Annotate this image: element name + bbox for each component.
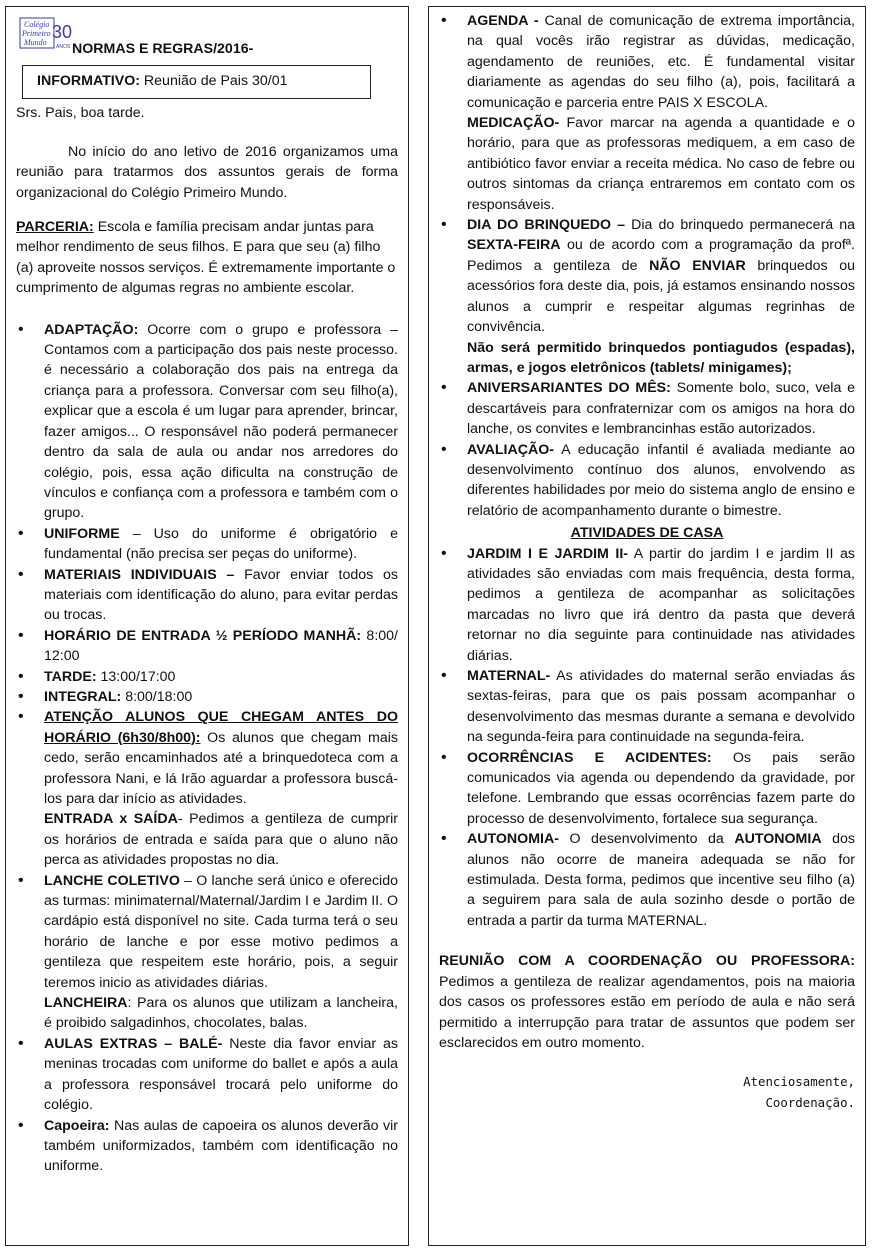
item-text: 8:00/18:00 <box>121 688 193 705</box>
lanche-text: – O lanche será único e oferecido as turmas: minimaternal/Maternal/Jardim I e Jardim II. O cardápio está disponível no site. Cada turma terá o seu horário de lanche e por esse motivo pedimos a gentileza que respeitem este horário, pois, a seguir teremos inicio as atividades diárias. <box>44 872 399 991</box>
item-text: Ocorre com o grupo e professora – Contamos com a participação dos pais neste processo. é necessário a colaboração dos pais na entrega da criança para a professora. Conversar com seu filho(a), explicar que a escola é um lugar para aprender, brincar, fazer amigos... O responsável não poderá permanecer dentro da sala de aula ou andar nos arredores do colégio, pois, essa ação dificulta na construção de vínculos e confiança com a professora e também com o grupo. <box>44 321 398 522</box>
section-heading: ATIVIDADES DE CASA <box>570 525 724 542</box>
list-item <box>16 320 398 524</box>
lanche-label: LANCHE COLETIVO <box>44 872 180 889</box>
info-text: Reunião de Pais 30/01 <box>139 73 288 90</box>
capoeira-text: Nas aulas de capoeira os alunos deverão vir também uniformizados, também com identificação no uniforme. <box>44 1117 398 1175</box>
auto-text: O desenvolvimento da <box>558 831 735 848</box>
intro-paragraph: No início do ano letivo de 2016 organizamos uma reunião para tratarmos dos assuntos gerais de forma organizacional do Colégio Primeiro Mundo. <box>16 143 398 201</box>
bale-text: Neste dia favor enviar as meninas trocadas com uniforme do ballet e após a aula a professora responsável trocará pelo uniforme do colégio. <box>44 1035 398 1114</box>
page-title: NORMAS E REGRAS/2016- <box>72 41 254 57</box>
list-item <box>439 748 855 830</box>
list-item <box>439 215 855 337</box>
list-item <box>16 1034 398 1116</box>
brinquedo-text: brinquedos ou acessórios fora deste dia, pois, já estamos ensinando nossos alunos a cumprir e respeitar algumas regrinhas de convivência. <box>467 257 855 336</box>
list-item <box>16 667 398 687</box>
entrada-text: - Pedimos a gentileza de cumprir os horários de entrada e saída para que o aluno não perca as atividades propostas no dia. <box>44 811 399 869</box>
medicacao-label: MEDICAÇÃO- <box>467 115 560 132</box>
agenda-label: AGENDA - <box>467 13 539 29</box>
auto-bold: AUTONOMIA <box>734 831 822 848</box>
list-item <box>439 544 855 666</box>
rules-list <box>16 320 398 1177</box>
list-subitem <box>16 993 398 1034</box>
list-item <box>16 565 398 626</box>
reuniao-paragraph <box>439 951 855 1053</box>
sign-line-2: Coordenação. <box>765 1095 855 1111</box>
list-item <box>439 378 855 439</box>
item-label: UNIFORME <box>44 525 120 542</box>
right-column <box>428 6 866 1246</box>
list-item <box>439 11 855 113</box>
aval-text: A educação infantil é avaliada mediante ao desenvolvimento contínuo dos alunos, envolvendo as diferentes habilidades por meio do sistema anglo de ensino e relatório de acompanhamento durante o bimestre. <box>467 441 855 519</box>
maternal-label: MATERNAL- <box>467 668 551 684</box>
item-text: Favor enviar todos os materiais com identificação do aluno, para evitar perdas ou trocas. <box>44 566 398 624</box>
auto-label: AUTONOMIA- <box>467 831 559 848</box>
lancheira-text: : Para os alunos que utilizam a lancheira, é proibido salgadinhos, chocolates, balas. <box>44 995 398 1032</box>
aval-label: AVALIAÇÃO- <box>467 441 554 458</box>
svg-text:ANOS: ANOS <box>56 44 71 50</box>
brinquedo-text: ou de acordo com a programação da profª. Pedimos a gentileza de <box>467 237 855 274</box>
entrada-label: ENTRADA x SAÍDA <box>44 811 178 828</box>
aniv-text: Somente bolo, suco, vela e descartáveis para confraternizar com os amigos na hora do lanche, os convites e lembrancinhas estão autorizados. <box>467 380 855 438</box>
jardim-text: A partir do jardim I e jardim II as atividades são enviadas com mais frequência, desta forma, pedimos a gentileza de acompanhar as solicitações marcadas no livro que irá dentro da pasta que deverá retornar no dia seguinte para continuidade nas atividades diárias. <box>467 545 856 664</box>
auto-text: dos alunos não ocorre de maneira adequada se não for estimulada. Desta forma, pedimos que incentive seu filho (a) a seguirem para sala de aula sozinho desde o portão de entrada a partir da turma MATERNAL. <box>467 831 855 929</box>
list-subitem <box>439 113 855 215</box>
greeting: Srs. Pais, boa tarde. <box>16 105 145 122</box>
rules-list-right <box>439 11 855 521</box>
signature <box>439 1071 855 1113</box>
medicacao-text: Favor marcar na agenda a quantidade e o horário, para que as professoras mediquem, a em caso de antibiótico favor enviar a receita médica. No caso de febre ou outros sintomas da criança entraremos em contato com os responsáveis. <box>467 115 855 213</box>
parceria-paragraph <box>16 217 398 299</box>
list-item <box>439 666 855 748</box>
item-label: ADAPTAÇÃO: <box>44 321 139 338</box>
bale-label: AULAS EXTRAS – BALÉ- <box>44 1035 223 1052</box>
capoeira-label: Capoeira: <box>44 1117 110 1134</box>
jardim-label: JARDIM I E JARDIM II- <box>467 545 629 562</box>
item-text: 13:00/17:00 <box>96 668 176 685</box>
info-box <box>22 65 371 99</box>
svg-text:Mundo: Mundo <box>24 38 47 47</box>
ocorr-text: Os pais serão comunicados via agenda ou dependendo da gravidade, por telefone. Lembrando que essas ocorrências fazem parte do processo de desenvolvimento, fortalece sua segurança. <box>467 749 855 827</box>
list-item <box>16 871 398 993</box>
aniv-label: ANIVERSARIANTES DO MÊS: <box>467 380 671 397</box>
list-item <box>439 440 855 522</box>
item-label: HORÁRIO DE ENTRADA ½ PERÍODO MANHÃ: <box>44 627 362 644</box>
reuniao-text: Pedimos a gentileza de realizar agendamentos, pois na maioria dos casos os professores estão em período de aula e não será permitido a interrupção para tratar de assuntos que podem ser esclarecidos em outro momento. <box>439 973 855 1051</box>
item-label: INTEGRAL: <box>44 688 122 705</box>
list-item <box>439 829 855 931</box>
reuniao-label: REUNIÃO COM A COORDENAÇÃO OU PROFESSORA: <box>439 953 855 970</box>
brinquedo-bold: NÃO ENVIAR <box>649 257 746 274</box>
item-label: TARDE: <box>44 668 97 685</box>
item-label: MATERIAIS INDIVIDUAIS – <box>44 566 235 583</box>
svg-text:Colégio: Colégio <box>24 20 50 29</box>
list-item <box>16 626 398 667</box>
list-item <box>16 1116 398 1177</box>
svg-text:30: 30 <box>52 22 72 42</box>
agenda-text: Canal de comunicação de extrema importância, na qual vocês irão registrar as dúvidas, medicação, agendamento de reuniões, etc. É fundamental visitar diariamente as agendas do seu filho (a), pois, facilitará a comunicação e parceria entre PAIS X ESCOLA. <box>467 13 855 111</box>
ocorr-label: OCORRÊNCIAS E ACIDENTES: <box>467 749 712 766</box>
sign-line-1: Atenciosamente, <box>743 1074 855 1090</box>
lancheira-label: LANCHEIRA <box>44 995 128 1012</box>
left-column <box>5 6 409 1246</box>
parceria-text: Escola e família precisam andar juntas para melhor rendimento de seus filhos. E para que seu (a) filho (a) aproveite nossos serviços. É extremamente importante o cumprimento de algumas regras no ambiente escolar. <box>16 219 396 297</box>
brinquedo-text: Dia do brinquedo permanecerá na <box>625 217 855 234</box>
list-item <box>16 687 398 707</box>
brinquedo-warning: Não será permitido brinquedos pontiagudos (espadas), armas, e jogos eletrônicos (tablets/ minigames); <box>467 339 855 376</box>
brinquedo-bold: SEXTA-FEIRA <box>467 237 561 254</box>
atencao-label: ATENÇÃO ALUNOS QUE CHEGAM ANTES DO HORÁRIO (6h30/8h00): <box>44 709 398 746</box>
parceria-label: PARCERIA: <box>16 219 94 236</box>
maternal-text: As atividades do maternal serão enviadas ás sextas-feiras, para que os pais possam acompanhar o desenvolvimento das mesmas durante a semana e devolvido na segunda-feira para continuidade na segunda-feira. <box>467 668 855 746</box>
list-item <box>16 707 398 809</box>
item-text: 8:00/ 12:00 <box>44 627 398 665</box>
school-logo <box>18 14 72 54</box>
atencao-text: Os alunos que chegam mais cedo, serão encaminhados até a brinquedoteca com a professora Nani, e lá Irão aguardar a professora buscá-los para dar início as atividades. <box>44 729 398 807</box>
home-activities-list <box>439 544 855 932</box>
list-subitem <box>16 809 398 870</box>
item-text: – Uso do uniforme é obrigatório e fundamental (não precisa ser peças do uniforme). <box>44 525 398 563</box>
svg-text:Primeiro: Primeiro <box>22 29 51 38</box>
brinquedo-label: DIA DO BRINQUEDO – <box>467 217 626 234</box>
list-item <box>16 524 398 565</box>
info-label: INFORMATIVO: <box>37 73 140 90</box>
